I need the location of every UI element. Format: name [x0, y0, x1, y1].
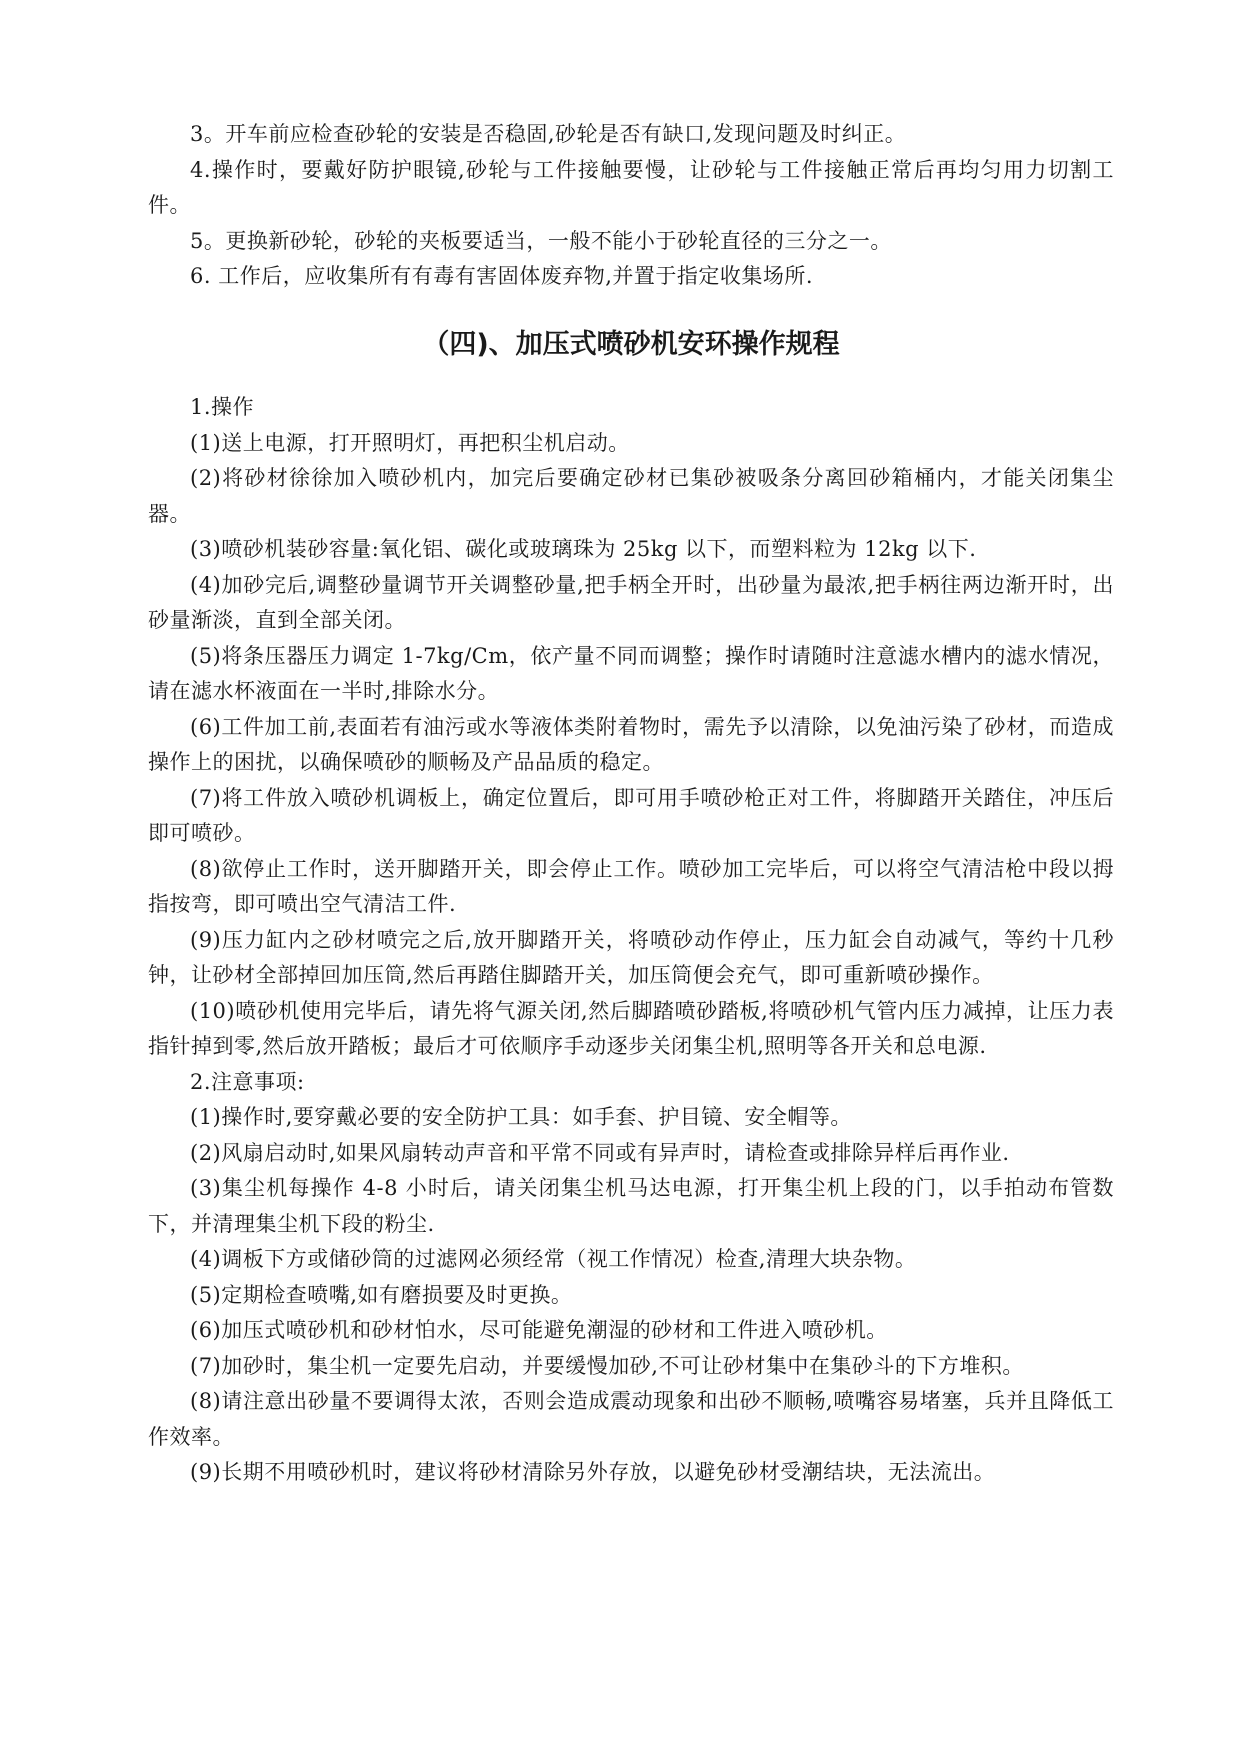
operation-step-10: (10)喷砂机使用完毕后，请先将气源关闭,然后脚踏喷砂踏板,将喷砂机气管内压力减掉，让压力表指针掉到零,然后放开踏板；最后才可依顺序手动逐步关闭集尘机,照明等各开关和总电源. [148, 998, 1114, 1058]
operation-step-2: (2)将砂材徐徐加入喷砂机内，加完后要确定砂材已集砂被吸条分离回砂箱桶内，才能关闭集尘器。 [148, 466, 1114, 526]
precaution-3: (3)集尘机每操作 4-8 小时后，请关闭集尘机马达电源，打开集尘机上段的门，以手拍动布管数下，并清理集尘机下段的粉尘. [148, 1176, 1114, 1236]
precaution-1: (1)操作时,要穿戴必要的安全防护工具：如手套、护目镜、安全帽等。 [190, 1105, 852, 1129]
operation-step-6: (6)工件加工前,表面若有油污或水等液体类附着物时，需先予以清除，以免油污染了砂材，而造成操作上的困扰，以确保喷砂的顺畅及产品品质的稳定。 [148, 714, 1114, 774]
precaution-8: (8)请注意出砂量不要调得太浓，否则会造成震动现象和出砂不顺畅,喷嘴容易堵塞，兵并且降低工作效率。 [148, 1389, 1114, 1449]
operation-step-7: (7)将工件放入喷砂机调板上，确定位置后，即可用手喷砂枪正对工件，将脚踏开关踏住，冲压后即可喷砂。 [148, 785, 1114, 845]
paragraph-4: 4.操作时，要戴好防护眼镜,砂轮与工件接触要慢，让砂轮与工件接触正常后再均匀用力切割工件。 [148, 157, 1114, 217]
section-title: （四)、加压式喷砂机安环操作规程 [422, 329, 840, 360]
precaution-2: (2)风扇启动时,如果风扇转动声音和平常不同或有异声时，请检查或排除异样后再作业. [190, 1140, 1010, 1165]
precaution-6: (6)加压式喷砂机和砂材怕水，尽可能避免潮湿的砂材和工件进入喷砂机。 [190, 1318, 888, 1342]
paragraph-3: 3。开车前应检查砂轮的安装是否稳固,砂轮是否有缺口,发现问题及时纠正。 [190, 122, 907, 146]
precaution-4: (4)调板下方或储砂筒的过滤网必须经常（视工作情况）检查,清理大块杂物。 [190, 1247, 917, 1271]
precaution-5: (5)定期检查喷嘴,如有磨损要及时更换。 [190, 1282, 573, 1307]
operation-step-8: (8)欲停止工作时，送开脚踏开关，即会停止工作。喷砂加工完毕后，可以将空气清洁枪中段以拇指按弯，即可喷出空气清洁工件. [148, 856, 1114, 916]
operation-step-3: (3)喷砂机装砂容量:氧化铝、碳化或玻璃珠为 25kg 以下，而塑料粒为 12kg 以下. [190, 537, 977, 561]
top-section [148, 117, 1114, 295]
operation-step-9: (9)压力缸内之砂材喷完之后,放开脚踏开关，将喷砂动作停止，压力缸会自动减气，等约十几秒钟，让砂材全部掉回加压筒,然后再踏住脚踏开关，加压筒便会充气，即可重新喷砂操作。 [148, 927, 1114, 987]
operation-step-1: (1)送上电源，打开照明灯，再把积尘机启动。 [190, 430, 630, 455]
precaution-9: (9)长期不用喷砂机时，建议将砂材清除另外存放，以避免砂材受潮结块，无法流出。 [190, 1460, 996, 1484]
operation-step-5: (5)将条压器压力调定 1-7kg/Cm，依产量不同而调整；操作时请随时注意滤水槽内的滤水情况，请在滤水杯液面在一半时,排除水分。 [148, 643, 1114, 703]
precaution-7: (7)加砂时，集尘机一定要先启动，并要缓慢加砂,不可让砂材集中在集砂斗的下方堆积。 [190, 1353, 1024, 1378]
operation-step-4: (4)加砂完后,调整砂量调节开关调整砂量,把手柄全开时，出砂量为最浓,把手柄往两边渐开时，出砂量渐淡，直到全部关闭。 [148, 572, 1114, 632]
heading-operation: 1.操作 [190, 395, 255, 419]
paragraph-5: 5。更换新砂轮，砂轮的夹板要适当，一般不能小于砂轮直径的三分之一。 [190, 228, 892, 253]
section-body [148, 390, 1114, 1491]
paragraph-6: 6. 工作后，应收集所有有毒有害固体废弃物,并置于指定收集场所. [190, 264, 814, 288]
heading-precautions: 2.注意事项: [190, 1069, 305, 1094]
